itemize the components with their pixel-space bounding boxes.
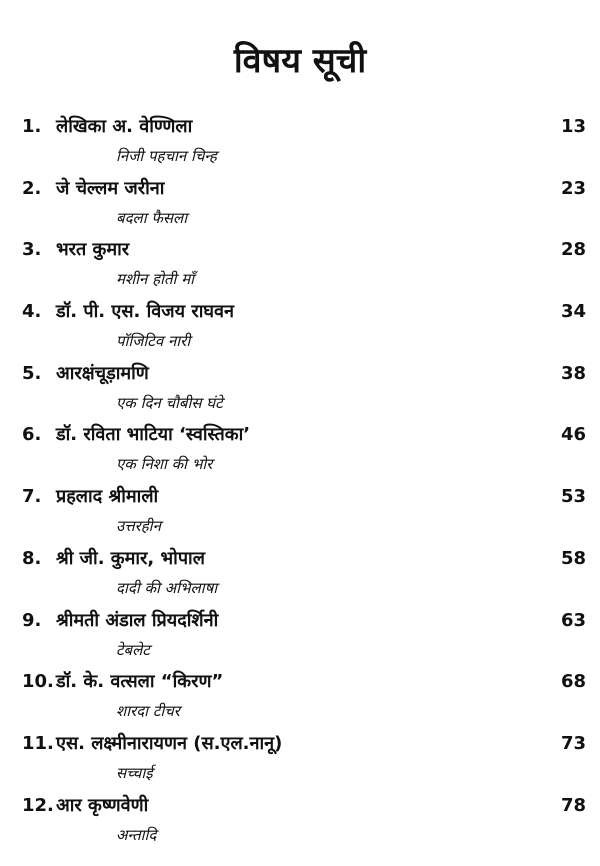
entry-author: डॉ. के. वत्सला “किरण” — [56, 671, 224, 693]
entry-number: 8. — [22, 547, 42, 569]
entry-story-title: दादी की अभिलाषा — [116, 578, 218, 597]
entry-page-number: 53 — [560, 486, 586, 508]
entry-page-number: 34 — [560, 301, 586, 323]
entry-number: 9. — [22, 609, 42, 631]
toc-entry — [0, 359, 600, 421]
entry-page-number: 73 — [560, 732, 586, 754]
entry-author: एस. लक्ष्मीनारायणन (स.एल.नानू) — [56, 732, 283, 754]
entry-author: डॉ. पी. एस. विजय राघवन — [56, 301, 235, 323]
toc-entry — [0, 482, 600, 544]
entry-number: 6. — [22, 424, 42, 446]
toc-entry — [0, 235, 600, 297]
entry-author: आर कृष्णवेणी — [56, 794, 149, 816]
entry-page-number: 28 — [560, 239, 586, 261]
toc-entry — [0, 606, 600, 668]
entry-author: डॉ. रविता भाटिया ‘स्वस्तिका’ — [56, 424, 251, 446]
entry-author: श्रीमती अंडाल प्रियदर्शिनी — [56, 609, 219, 631]
entry-story-title: निजी पहचान चिन्ह — [116, 147, 217, 165]
entry-story-title: सच्चाई — [116, 763, 153, 782]
entry-number: 7. — [22, 486, 42, 508]
entry-number: 5. — [22, 362, 42, 384]
entry-story-title: मशीन होती माँ — [116, 270, 195, 289]
entry-story-title: टेबलेट — [116, 640, 150, 659]
entry-page-number: 78 — [560, 794, 586, 816]
entry-number: 10. — [22, 671, 54, 693]
toc-entry — [0, 420, 600, 482]
entry-number: 11. — [22, 732, 54, 754]
toc-entry — [0, 112, 600, 174]
entry-number: 3. — [22, 239, 42, 261]
entry-story-title: पॉजिटिव नारी — [116, 332, 191, 351]
entry-story-title: बदला फैसला — [116, 208, 188, 227]
toc-entry — [0, 544, 600, 606]
toc-entry — [0, 791, 600, 853]
entry-number: 2. — [22, 177, 42, 199]
entry-number: 4. — [22, 301, 42, 323]
entry-page-number: 38 — [560, 362, 586, 384]
entry-story-title: उत्तरहीन — [116, 517, 161, 536]
entry-number: 12. — [22, 794, 54, 816]
entry-author: लेखिका अ. वेण्णिला — [56, 116, 193, 137]
entry-author: प्रहलाद श्रीमाली — [56, 486, 159, 508]
entry-story-title: एक निशा की भोर — [116, 455, 213, 474]
entry-story-title: अन्तादि — [116, 825, 157, 844]
entry-page-number: 58 — [560, 547, 586, 569]
entry-author: जे चेल्लम जरीना — [56, 177, 165, 199]
entry-story-title: एक दिन चौबीस घंटे — [116, 393, 223, 412]
toc-entry — [0, 729, 600, 791]
toc-entry — [0, 297, 600, 359]
entry-page-number: 13 — [560, 116, 586, 137]
entry-number: 1. — [22, 116, 42, 137]
entry-story-title: शारदा टीचर — [116, 702, 180, 721]
entry-page-number: 68 — [560, 671, 586, 693]
entry-page-number: 63 — [560, 609, 586, 631]
toc-entry — [0, 667, 600, 729]
entry-author: भरत कुमार — [56, 239, 130, 261]
toc-entry — [0, 174, 600, 236]
page-title: विषय सूची — [233, 41, 367, 81]
entry-author: श्री जी. कुमार, भोपाल — [56, 547, 205, 569]
table-of-contents — [0, 112, 600, 852]
entry-page-number: 46 — [560, 424, 586, 446]
entry-page-number: 23 — [560, 177, 586, 199]
entry-author: आरक्षंचूड़ामणि — [56, 362, 149, 384]
